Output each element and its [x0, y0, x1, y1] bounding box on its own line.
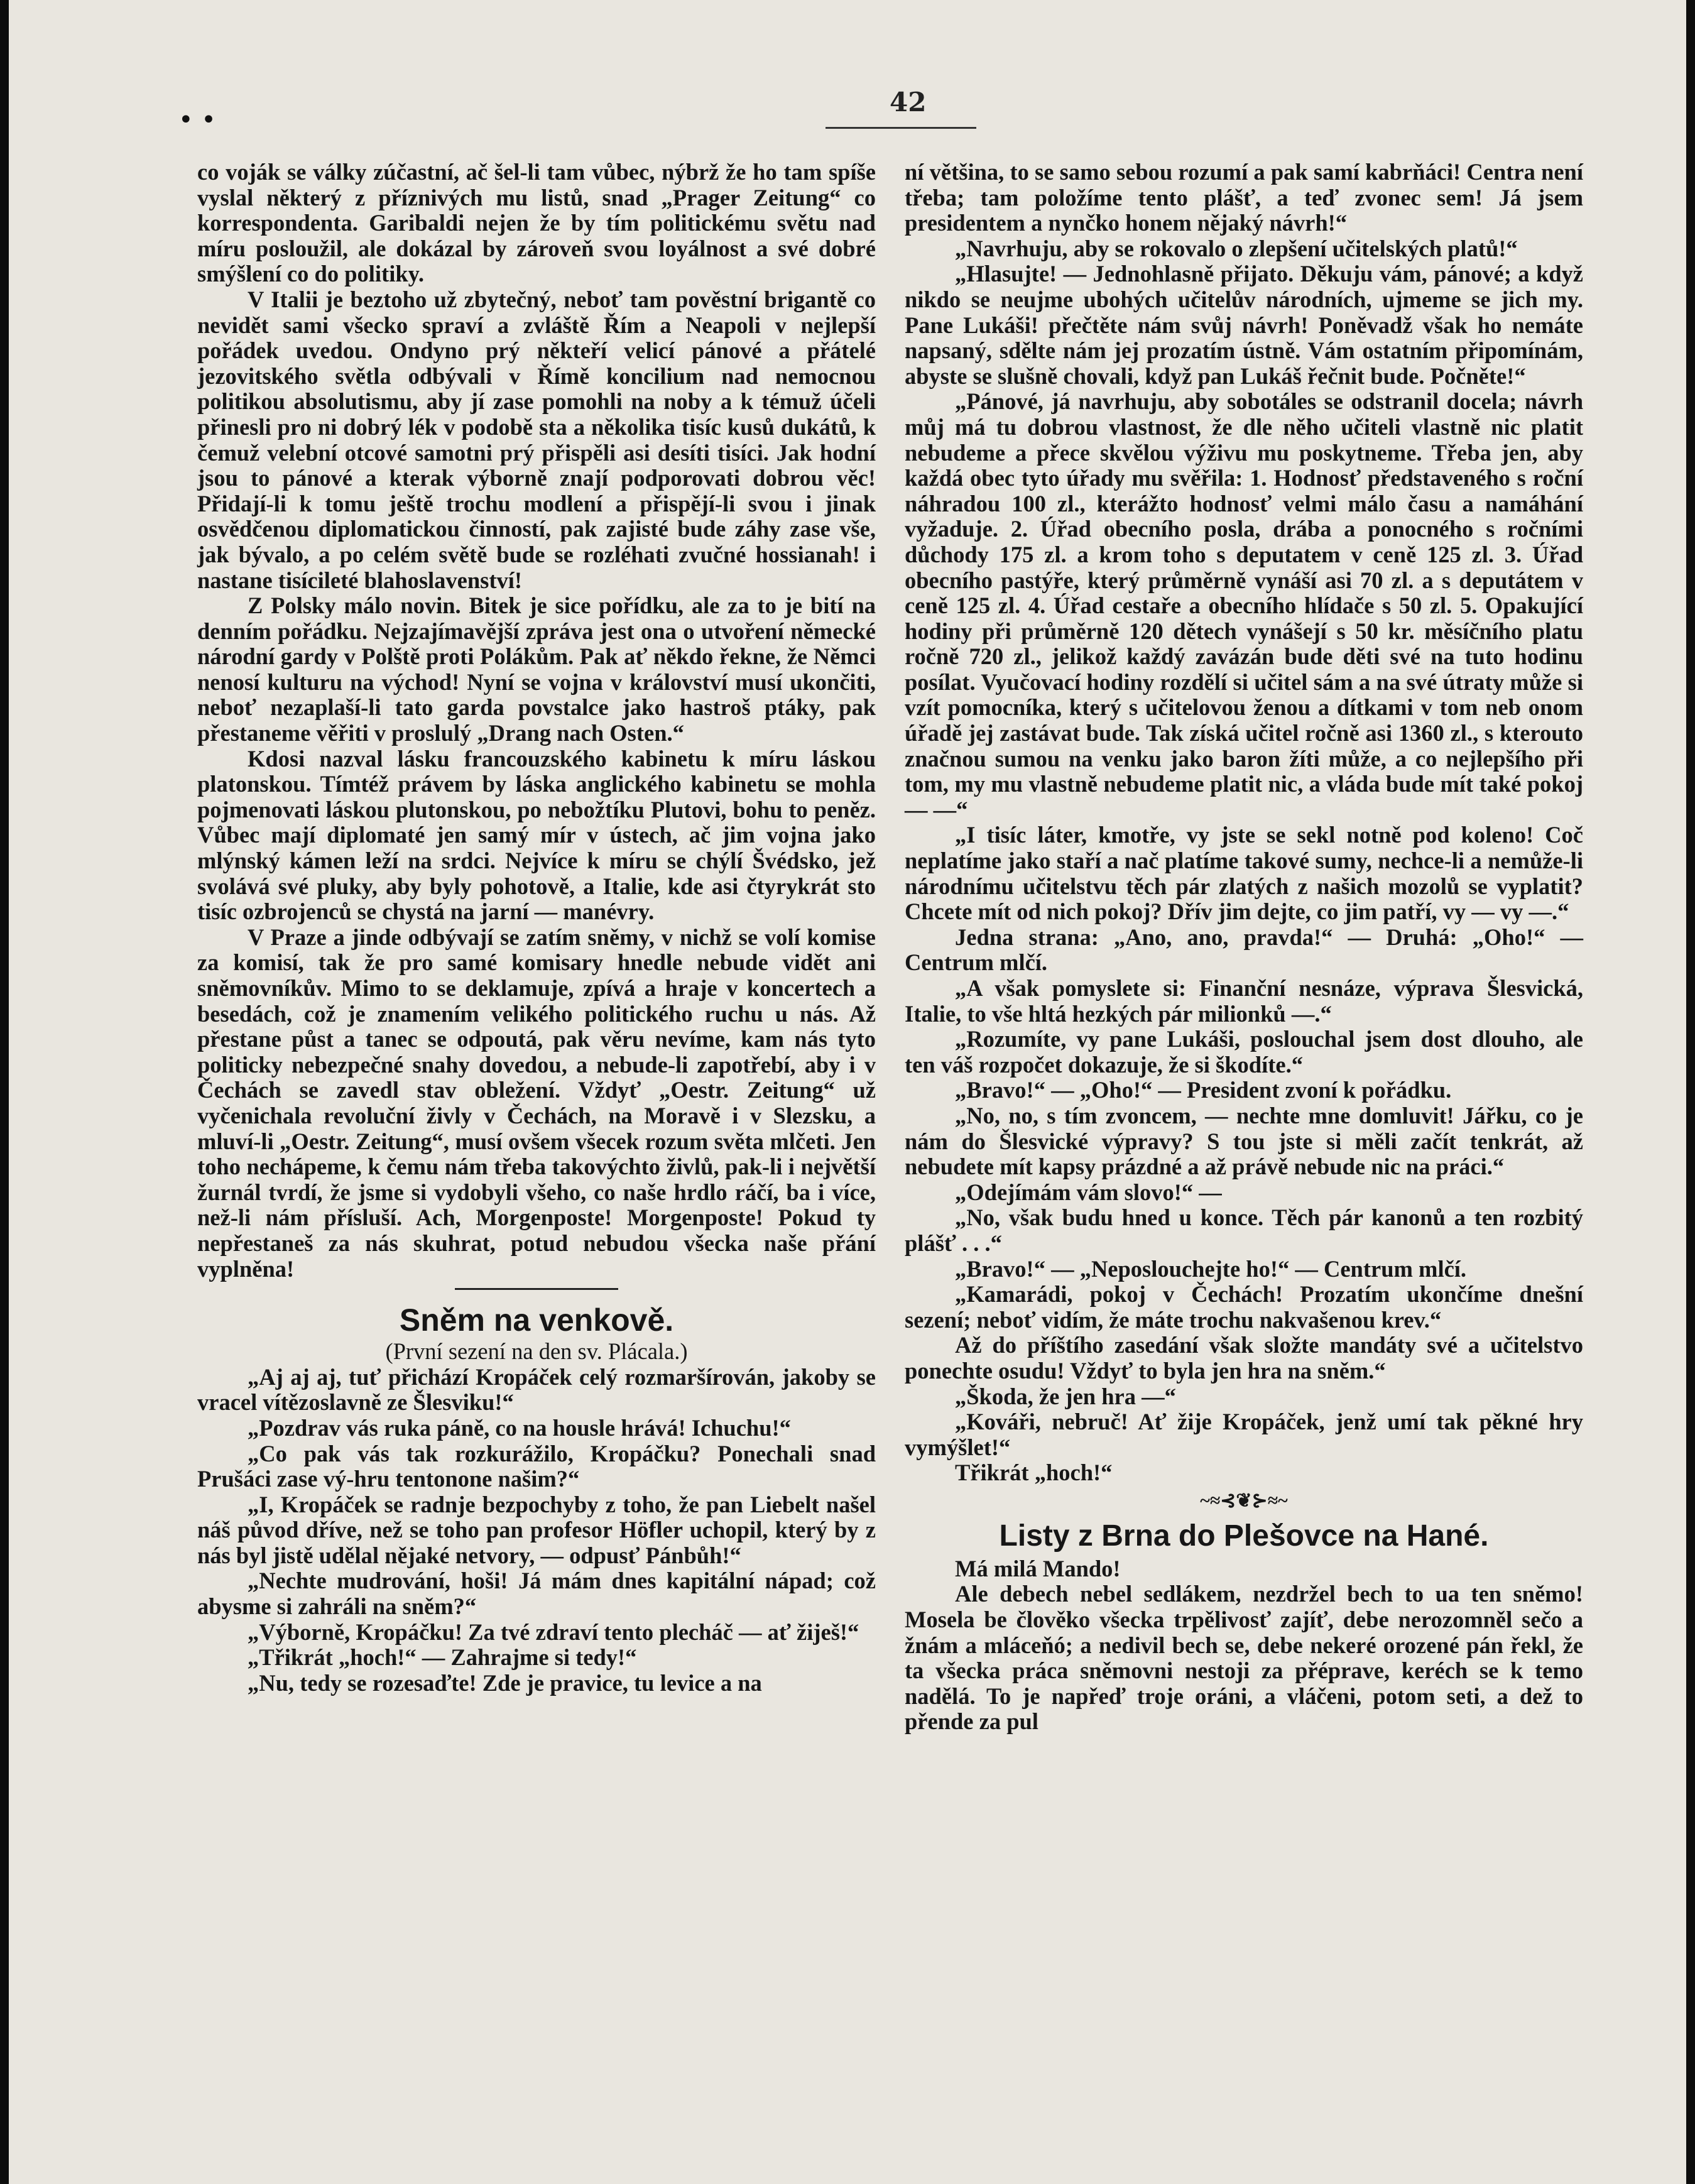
paragraph: „Škoda, že jen hra —“	[955, 1383, 1176, 1409]
page-number-rule	[826, 127, 976, 129]
paragraph: „I, Kropáček se radnje bezpochyby z toho, že pan Liebelt našel náš původ dříve, než se toho pan profesor Höfler uchopil, který by z nás byl jistě udělal nějaké netvory, — odpusť Pánbůh!“	[197, 1491, 876, 1568]
paragraph: „Co pak vás tak rozkurážilo, Kropáčku? Ponechali snad Prušáci zase vý-hru tentonone našim?“	[197, 1440, 876, 1492]
paragraph: „A však pomyslete si: Finanční nesnáze, výprava Šlesvická, Italie, to vše hltá hezkých pár milionků —.“	[905, 975, 1583, 1027]
paragraph: „Třikrát „hoch!“ — Zahrajme si tedy!“	[248, 1644, 637, 1671]
paragraph: „Kamarádi, pokoj v Čechách! Prozatím ukončíme dnešní sezení; neboť vidím, že máte trochu nakvašenou krev.“	[905, 1281, 1583, 1333]
article-subtitle: (První sezení na den sv. Plácala.)	[385, 1338, 688, 1365]
corner-marks: • •	[178, 106, 216, 134]
letter-greeting: Má milá Mando!	[955, 1555, 1121, 1581]
paragraph: „Bravo!“ — „Oho!“ — President zvoní k pořádku.	[955, 1077, 1452, 1103]
paragraph: „Rozumíte, vy pane Lukáši, poslouchal jsem dost dlouho, ale ten váš rozpočet dokazuje, že si škodíte.“	[905, 1026, 1583, 1078]
paragraph: Třikrát „hoch!“	[955, 1460, 1113, 1486]
paragraph: „No, no, s tím zvoncem, — nechte mne domluvit! Jářku, co je nám do Šlesvické výpravy? S tou jste si měli začít tenkrát, až nebudete mít kapsy prázdné a až právě nebude nic na práci.“	[905, 1102, 1583, 1180]
newspaper-page	[9, 0, 1686, 2184]
paragraph: Ale debech nebel sedlákem, nezdržel bech to ua ten sněmo! Mosela be člověko všecka trpělivosť zajíť, debe nerozomněl sečo a žnám a mláceňó; a nedivil bech se, debe nekeré orozené pán řekl, že ta všecka práca sněmovni nestoji za přéprave, keréch se k temo nadělá. To je napřeď troje oráni, a vláčeni, potom seti, a dež to přende za pul	[905, 1581, 1583, 1735]
paragraph: „Odejímám vám slovo!“ —	[955, 1179, 1222, 1205]
paragraph: Jedna strana: „Ano, ano, pravda!“ — Druhá: „Oho!“ — Centrum mlčí.	[905, 924, 1583, 976]
paragraph: „Aj aj aj, tuť přichází Kropáček celý rozmaršírován, jakoby se vracel vítězoslavně ze Šlesviku!“	[197, 1363, 876, 1416]
paragraph: „Bravo!“ — „Neposlouchejte ho!“ — Centrum mlčí.	[955, 1255, 1467, 1282]
paragraph: „Kováři, nebruč! Ať žije Kropáček, jenž umí tak pěkné hry vymýšlet!“	[905, 1409, 1583, 1460]
left-column	[197, 160, 876, 1696]
paragraph: „I tisíc láter, kmotře, vy jste se sekl notně pod koleno! Coč neplatíme jako staří a nač platíme takové sumy, nechce-li a nemůže-li národnímu učitelstvu těch pár zlatých z našich mozolů se vyplatit? Chcete mít od nich pokoj? Dřív jim dejte, co jim patří, vy — vy —.“	[905, 822, 1583, 925]
article-title: Sněm na venkově.	[399, 1302, 674, 1338]
paragraph: „Nechte mudrování, hoši! Já mám dnes kapitální nápad; což abysme si zahráli na sněm?“	[197, 1568, 876, 1620]
page-number: 42	[890, 87, 927, 117]
paragraph: „Pánové, já navrhuju, aby sobotáles se odstranil docela; návrh můj má tu dobrou vlastnost, že dle něho učiteli vlastně nic platit nebudeme a přece skvělou výživu mu poskytneme. Třeba jen, aby každá obec tyto úřady mu svěřila: 1. Hodnosť představeného s roční náhradou 100 zl., kterážto hodnosť velmi málo času a namáhání vyžaduje. 2. Úřad obecního posla, drába a ponocného s ročními důchody 175 zl. a krom toho s deputatem v ceně 125 zl. 3. Úřad obecního pastýře, který průměrně vynáší asi 70 zl. a s deputátem v ceně 125 zl. 4. Úřad cestaře a obecního hlídače s 50 zl. 5. Opakující hodiny při průměrně 120 dětech vynášejí s 50 kr. měsíčního platu ročně 720 zl., jelikož každý zavázán bude děti své na tuto hodinu posílat. Vyučovací hodiny rozdělí si učitel sám a na své útraty může si vzít pomocníka, který s učitelovou ženou a dítkami v tom neb onom úřadě jej zastávat bude. Tak získá učitel ročně asi 1360 zl., s kterouto značnou sumou na venku jako baron žíti může, a co nejlepšího při tom, my mu vlastně nebudeme platit nic, a vláda bude mít také pokoj — —“	[905, 388, 1583, 822]
right-column	[905, 160, 1583, 1735]
paragraph: „Pozdrav vás ruka páně, co na housle hrává! Ichuchu!“	[248, 1414, 791, 1441]
paragraph: „Nu, tedy se rozesaďte! Zde je pravice, tu levice a na	[248, 1669, 762, 1696]
paragraph: „No, však budu hned u konce. Těch pár kanonů a ten rozbitý plášť . . .“	[905, 1204, 1583, 1256]
paragraph: „Výborně, Kropáčku! Za tvé zdraví tento plecháč — ať žiješ!“	[248, 1619, 859, 1645]
paragraph: V Italii je beztoho už zbytečný, neboť tam pověstní brigantě co nevidět sami všecko spraví a zvláště Řím a Neapoli v nejlepší pořádek uvedou. Ondyno prý někteří velicí pánové a přátelé jezovitského světla odbývali v Římě koncilium nad nemocnou politikou absolutismu, aby jí zase pomohli na noby a k témuž účeli přinesli pro ni dobrý lék v podobě sta a několika tisíc kusů dukátů, k čemuž velební otcové samotni prý přispěli asi desíti tisíci. Jak hodní jsou to pánové a kterak výborně znají podporovati dobrou věc! Přidají-li k tomu ještě trochu modlení a přispějí-li svou i jinak osvědčenou diplomatickou činností, pak zajisté bude záhy zase vše, jak bývalo, a po celém světě bude se rozléhati zvučné hossianah! i nastane tisícileté blahoslavenství!	[197, 286, 876, 593]
paragraph: Kdosi nazval lásku francouzského kabinetu k míru láskou platonskou. Tímtéž právem by láska anglického kabinetu se mohla pojmenovati láskou plutonskou, po nebožtíku Plutovi, bohu to peněz. Vůbec mají diplomaté jen samý mír v ústech, ač jim vojna jako mlýnský kámen leží na srdci. Nejvíce k míru se chýlí Švédsko, jež svolává své pluky, aby byly pohotově, a Italie, kde asi čtyrykrát sto tisíc ozbrojenců se chystá na jarní — manévry.	[197, 745, 876, 925]
paragraph: „Navrhuju, aby se rokovalo o zlepšení učitelských platů!“	[955, 235, 1518, 261]
section-divider	[455, 1288, 618, 1290]
ornament-divider: ~≈⊰❦⊱≈~	[1200, 1490, 1288, 1511]
paragraph: V Praze a jinde odbývají se zatím sněmy, v nichž se volí komise za komisí, tak že pro samé komisary hnedle nebude vidět ani sněmovníkův. Mimo to se deklamuje, zpívá a hraje v koncertech a besedách, což je znamením velikého politického ruchu u nás. Až přestane půst a tanec se odpoutá, pak věru nevíme, kam nás tyto politicky nebezpečné snahy dovedou, a nebude-li zapotřebí, aby i v Čechách se zavedl stav obležení. Vždyť „Oestr. Zeitung“ už vyčenichala revoluční živly v Čechách, na Moravě i v Slezsku, a mluví-li „Oestr. Zeitung“, musí ovšem všecek rozum světa mlčeti. Jen toho nechápeme, k čemu nám třeba takovýchto živlů, pak-li i největší žurnál tvrdí, že jsme si vydobyli všeho, co naše hrdlo ráčí, ba i více, než-li nám přísluší. Ach, Morgenposte! Morgenposte! Pokud ty nepřestaneš za nás skuhrat, potud nebudou všecka naše přání vyplněna!	[197, 924, 876, 1282]
paragraph: Až do příštího zasedání však složte mandáty své a učitelstvo ponechte osudu! Vždyť to byla jen hra na sněm.“	[905, 1332, 1583, 1384]
paragraph: ní většina, to se samo sebou rozumí a pak samí kabrňáci! Centra není třeba; tam položíme tento plášť, a teď zvonec sem! Já jsem presidentem a nynčko honem nějaký návrh!“	[905, 159, 1583, 236]
article-title: Listy z Brna do Plešovce na Hané.	[999, 1519, 1489, 1553]
paragraph: co voják se války zúčastní, ač šel-li tam vůbec, nýbrž že ho tam spíše vyslal některý z příznivých mu listů, snad „Prager Zeitung“ co korrespondenta. Garibaldi nejen že by tím politickému světu nad míru posloužil, ale dokázal by zároveň svou loyálnost a své dobré smýšlení co do politiky.	[197, 159, 876, 287]
paragraph: „Hlasujte! — Jednohlasně přijato. Děkuju vám, pánové; a když nikdo se neujme ubohých učitelův národních, ujmeme se jich my. Pane Lukáši! přečtěte nám svůj návrh! Poněvadž však ho nemáte napsaný, sdělte nám jej prozatím ústně. Vám ostatním připomínám, abyste se slušně chovali, když pan Lukáš řečnit bude. Počněte!“	[905, 261, 1583, 389]
paragraph: Z Polsky málo novin. Bitek je sice pořídku, ale za to je bití na denním pořádku. Nejzajímavější zpráva jest ona o utvoření německé národní gardy v Polště proti Polákům. Pak ať někdo řekne, že Němci nenosí kulturu na východ! Nyní se vojna v království musí ukončiti, neboť nezaplaší-li tato garda povstalce jako hastroš ptáky, pak přestaneme věřiti v proslulý „Drang nach Osten.“	[197, 592, 876, 746]
